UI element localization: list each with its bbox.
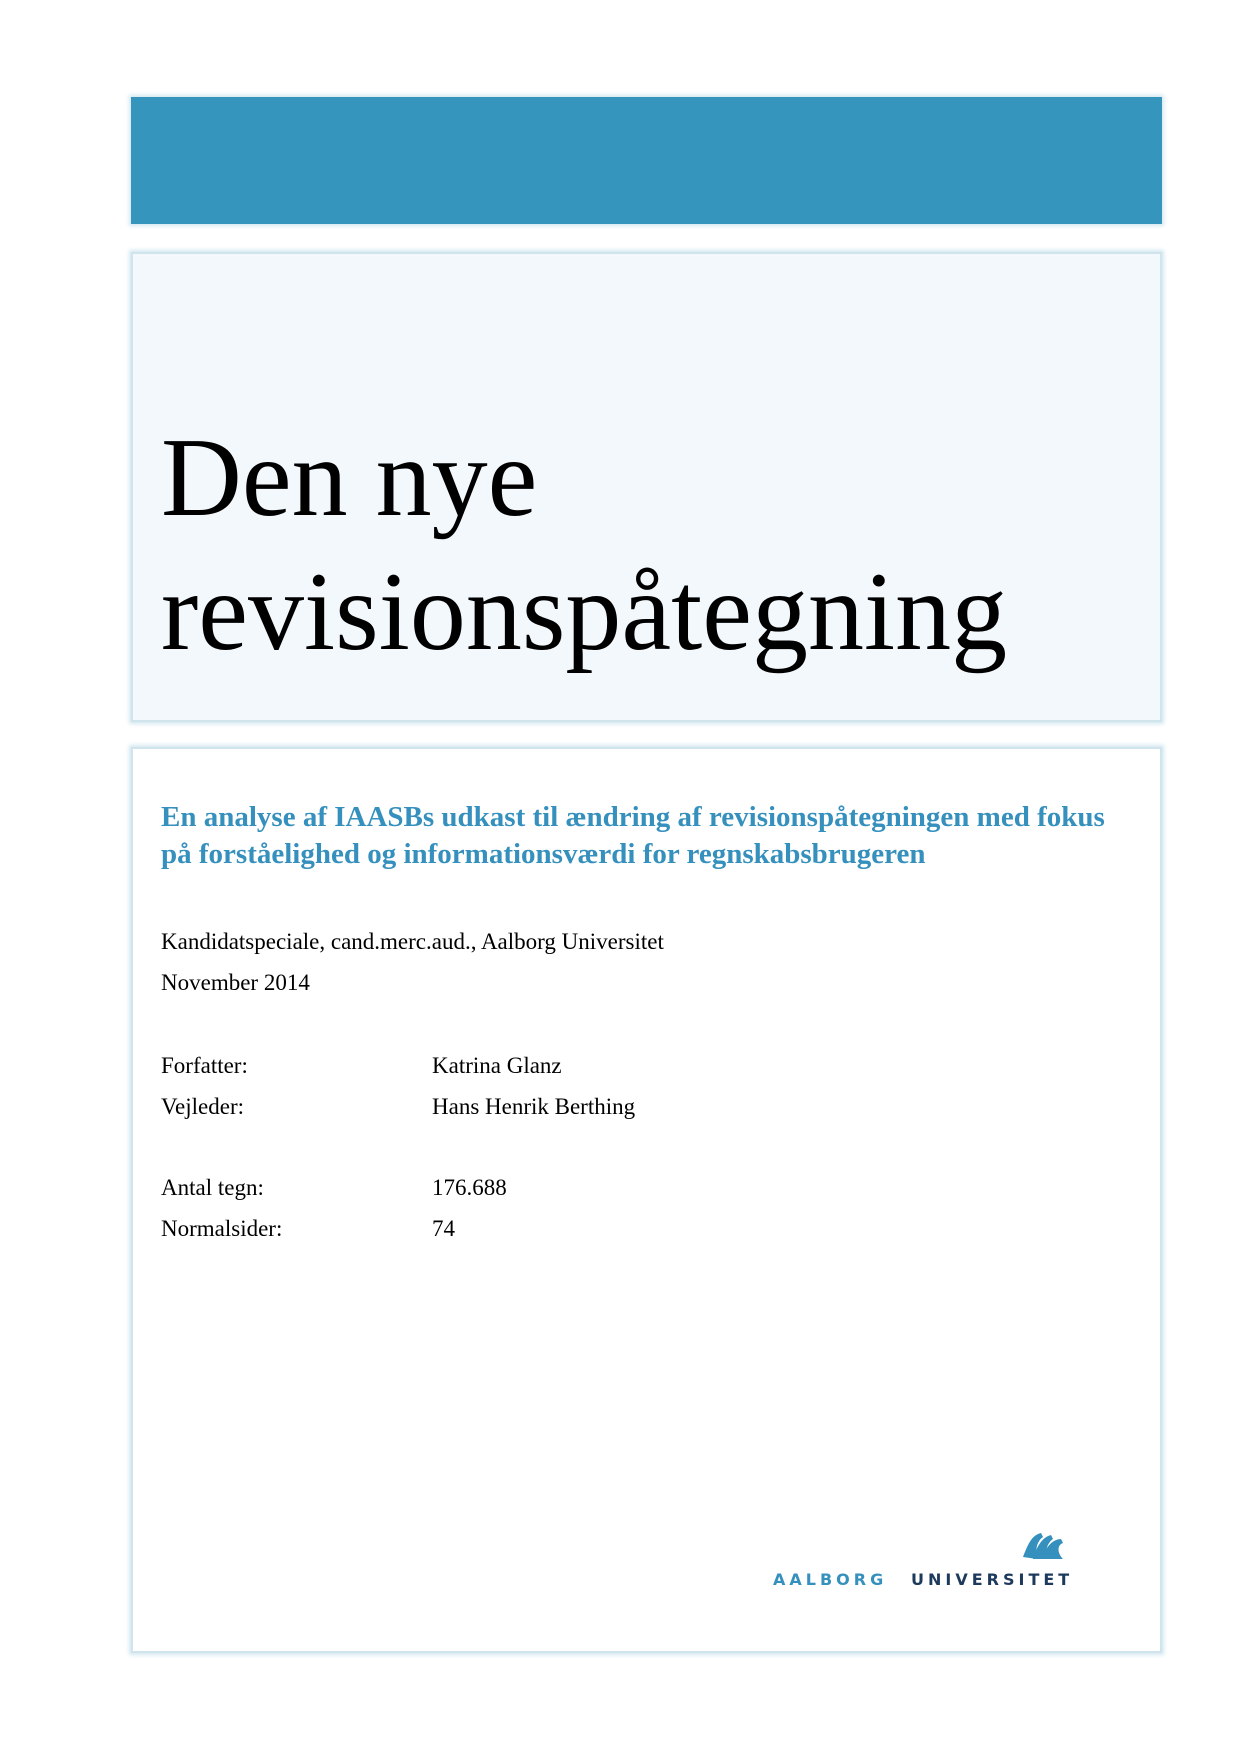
waves-icon [1023, 1533, 1063, 1559]
supervisor-label: Vejleder: [161, 1094, 245, 1119]
author-label: Forfatter: [161, 1053, 248, 1078]
subtitle: En analyse af IAASBs udkast til ændring af revisionspåtegningen med fokus på forståelighed og informationsværdi for regnskabsbrugeren [161, 801, 1105, 870]
logo-text-universitet: UNIVERSITET [911, 1570, 1074, 1589]
page-title-line-1: Den nye [161, 416, 538, 540]
title-panel [131, 252, 1162, 722]
date-line: November 2014 [161, 970, 310, 995]
program-line: Kandidatspeciale, cand.merc.aud., Aalborg Universitet [161, 929, 664, 954]
header-color-bar [131, 97, 1162, 224]
author-value: Katrina Glanz [432, 1053, 562, 1078]
pages-value: 74 [432, 1216, 455, 1241]
supervisor-value: Hans Henrik Berthing [432, 1094, 636, 1119]
page-title-line-2: revisionspåtegning [161, 550, 1008, 674]
logo-text-aalborg: AALBORG [773, 1570, 888, 1589]
char-count-value: 176.688 [432, 1175, 507, 1200]
aalborg-university-logo [771, 1529, 1101, 1599]
info-panel [131, 747, 1162, 1653]
pages-label: Normalsider: [161, 1216, 283, 1241]
char-count-label: Antal tegn: [161, 1175, 264, 1200]
